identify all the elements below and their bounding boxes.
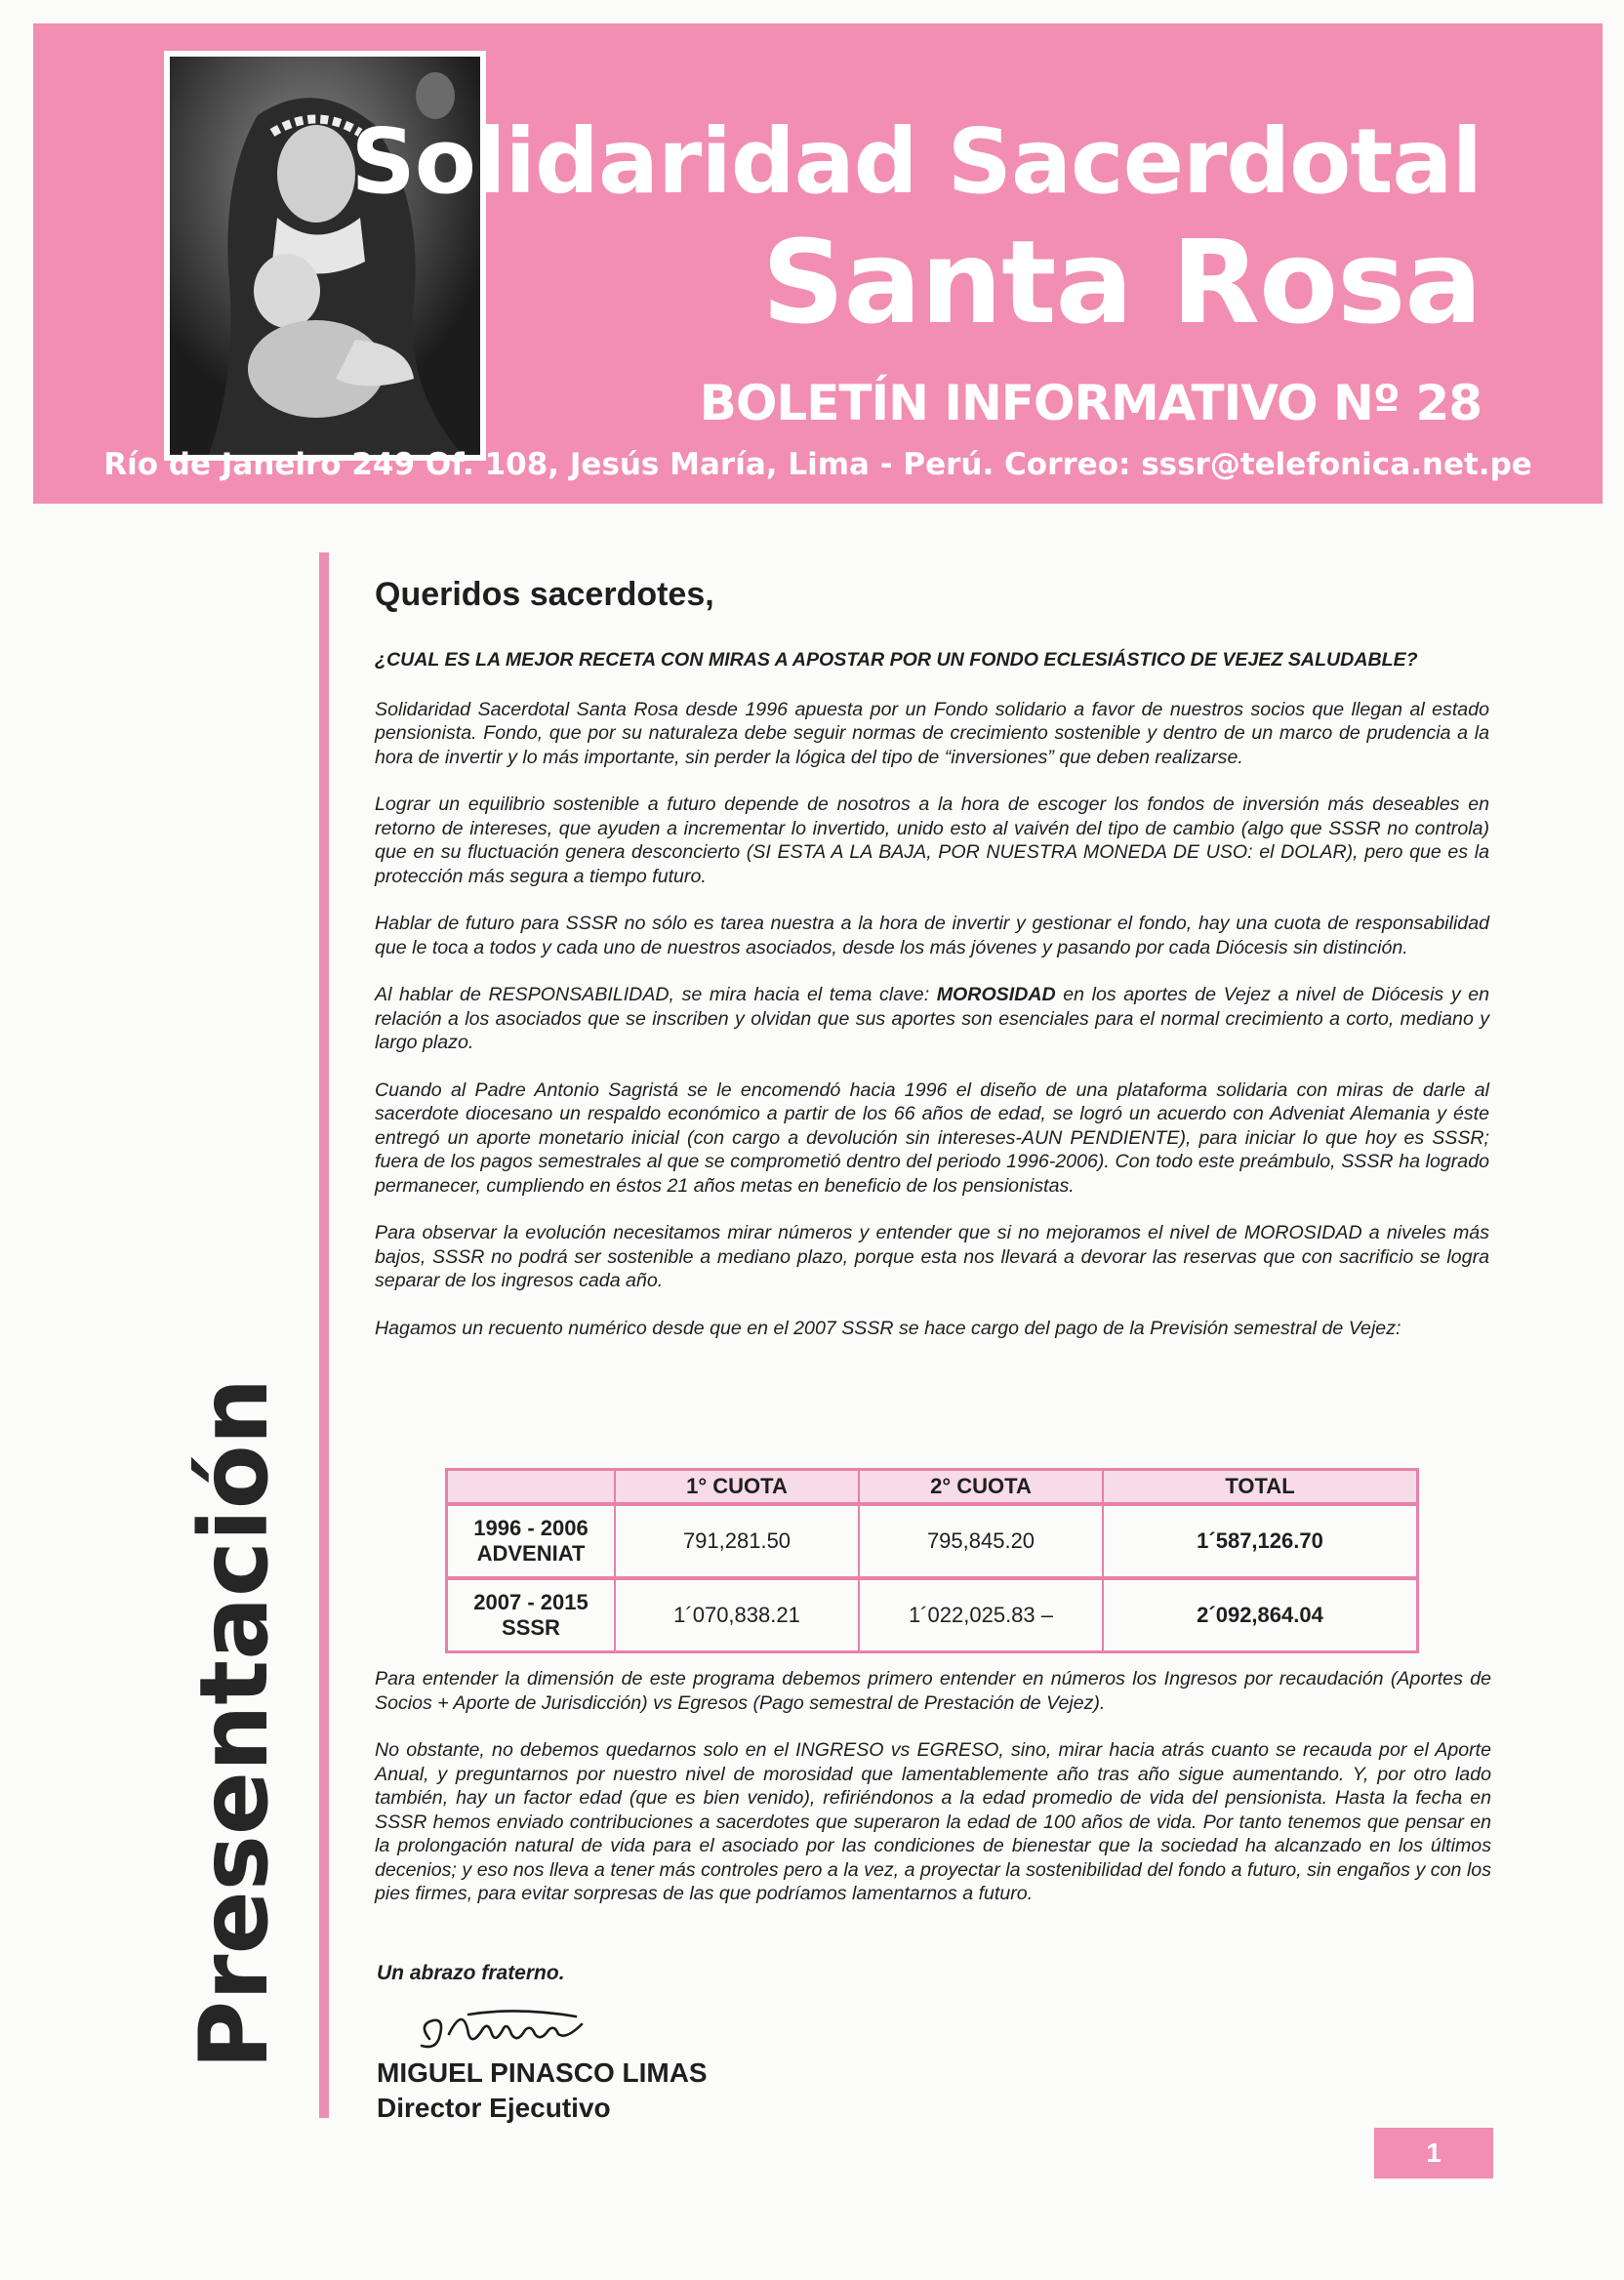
row-label <box>447 1504 616 1578</box>
table-row <box>447 1504 1418 1578</box>
greeting: Queridos sacerdotes, <box>375 576 714 613</box>
cell-cuota2: 1´022,025.83 – <box>859 1578 1103 1652</box>
paragraph-4-end: en los aportes de Vejez a nivel de Diócesis y en relación a los asociados que se inscriben y olvidan que sus aportes son esenciales para el normal crecimiento a corto, mediano y largo plazo. <box>375 984 1489 1053</box>
cell-cuota1: 1´070,838.21 <box>615 1578 859 1652</box>
payments-table <box>445 1468 1419 1653</box>
row-entity: SSSR <box>502 1615 560 1640</box>
table-header-cuota2: 2° CUOTA <box>859 1470 1103 1505</box>
cell-cuota1: 791,281.50 <box>615 1504 859 1578</box>
paragraph-8: Para entender la dimensión de este programa debemos primero entender en números los Ingresos por recaudación (Aportes de Socios + Aporte de Jurisdicción) vs Egresos (Pago semestral de Prestación de Vejez). <box>375 1668 1491 1714</box>
table-header-total: TOTAL <box>1103 1470 1418 1505</box>
paragraph-5: Cuando al Padre Antonio Sagristá se le encomendó hacia 1996 el diseño de una plataforma solidaria con miras de darle al sacerdote diocesano un respaldo económico a partir de los 66 años de edad, se logró un acuerdo con Adveniat Alemania y éste entregó un aporte monetario inicial (con cargo a devolución sin intereses-AUN PENDIENTE), para iniciar lo que hoy es SSSR; fuera de los pagos semestrales al que se comprometió dentro del periodo 1996-2006). Con todo este preámbulo, SSSR ha logrado permanecer, cumpliendo en éstos 21 años metas en beneficio de los pensionistas. <box>375 1079 1489 1197</box>
signatory-name: MIGUEL PINASCO LIMAS <box>377 2057 708 2088</box>
morosidad-emphasis: MOROSIDAD <box>936 984 1056 1005</box>
table-header-empty <box>447 1470 616 1505</box>
paragraph-1: Solidaridad Sacerdotal Santa Rosa desde 1996 apuesta por un Fondo solidario a favor de nuestros socios que llegan al estado pensionista. Fondo, que por su naturaleza debe seguir normas de crecimiento sostenible y dentro de un marco de prudencia a la hora de invertir y lo más importante, sin perder la lógica del tipo de “inversiones” que deben realizarse. <box>375 698 1489 768</box>
paragraph-9: No obstante, no debemos quedarnos solo en el INGRESO vs EGRESO, sino, mirar hacia atrás cuanto se recauda por el Aporte Anual, y preguntarnos por nuestro nivel de morosidad que lamentablemente año tras año sigue aumentando. Y, por otro lado también, hay un factor edad (que es bien venido), refiriéndonos a la edad promedio de vida del pensionista. Hasta la fecha en SSSR hemos enviado contribuciones a sacerdotes que superaron la edad de 100 años de vida. Por tanto tenemos que pensar en la prolongación natural de vida para el asociado por las condiciones de bienestar que la sociedad ha alcanzado en los últimos decenios; y eso nos lleva a tener más controles pero a la vez, a proyectar la sostenibilidad del fondo a futuro, sin engaños y con los pies firmes, para evitar sorpresas de las que podríamos lamentarnos a futuro. <box>375 1739 1491 1904</box>
header-banner <box>33 23 1603 504</box>
table-header-row <box>447 1470 1418 1505</box>
paragraph-7: Hagamos un recuento numérico desde que en el 2007 SSSR se hace cargo del pago de la Previsión semestral de Vejez: <box>375 1317 1401 1339</box>
paragraph-6: Para observar la evolución necesitamos mirar números y entender que si no mejoramos el nivel de MOROSIDAD a niveles más bajos, SSSR no podrá ser sostenible a mediano plazo, porque esta nos llevará a devorar las reservas que con sacrificio se logra separar de los ingresos cada año. <box>375 1222 1489 1291</box>
contact-address: Río de Janeiro 249 Of. 108, Jesús María, Lima - Perú. Correo: sssr@telefonica.net.pe <box>103 447 1532 482</box>
cell-total: 2´092,864.04 <box>1103 1578 1418 1652</box>
section-title-presentacion: Presentación <box>180 1377 289 2070</box>
table-row <box>447 1578 1418 1652</box>
paragraph-2: Lograr un equilibrio sostenible a futuro depende de nosotros a la hora de escoger los fondos de inversión más deseables en retorno de intereses, que ayuden a incrementar lo invertido, unido esto al vaivén del tipo de cambio (algo que SSSR no controla) que en su fluctuación genera desconcierto (SI ESTA A LA BAJA, POR NUESTRA MONEDA DE USO: el DOLAR), pero que es la protección más segura a tiempo futuro. <box>375 794 1489 887</box>
key-question: ¿CUAL ES LA MEJOR RECETA CON MIRAS A APOSTAR POR UN FONDO ECLESIÁSTICO DE VEJEZ SALUDABLE? <box>375 649 1418 671</box>
letter-body-continued <box>375 1667 1491 1930</box>
handwritten-signature <box>410 1995 595 2063</box>
vertical-pink-rule <box>319 552 329 2118</box>
cell-cuota2: 795,845.20 <box>859 1504 1103 1578</box>
title-line-1: Solidaridad Sacerdotal <box>350 109 1482 214</box>
paragraph-4-start: Al hablar de RESPONSABILIDAD, se mira hacia el tema clave: <box>375 984 937 1005</box>
table-header-cuota1: 1° CUOTA <box>615 1470 859 1505</box>
row-period: 2007 - 2015 <box>473 1590 589 1614</box>
row-entity: ADVENIAT <box>476 1541 586 1566</box>
row-period: 1996 - 2006 <box>473 1516 589 1540</box>
title-line-2: Santa Rosa <box>761 215 1482 349</box>
paragraph-4 <box>375 983 1489 1055</box>
bulletin-number: BOLETÍN INFORMATIVO Nº 28 <box>699 375 1482 431</box>
letter-body <box>375 648 1489 1364</box>
page-number: 1 <box>1374 2128 1493 2178</box>
closing-salutation: Un abrazo fraterno. <box>377 1962 565 1984</box>
signatory-role: Director Ejecutivo <box>377 2093 611 2123</box>
cell-total: 1´587,126.70 <box>1103 1504 1418 1578</box>
row-label <box>447 1578 616 1652</box>
paragraph-3: Hablar de futuro para SSSR no sólo es tarea nuestra a la hora de invertir y gestionar el fondo, hay una cuota de responsabilidad que le toca a todos y cada uno de nuestros asociados, desde los más jóvenes y pasando por cada Diócesis sin distinción. <box>375 913 1489 958</box>
